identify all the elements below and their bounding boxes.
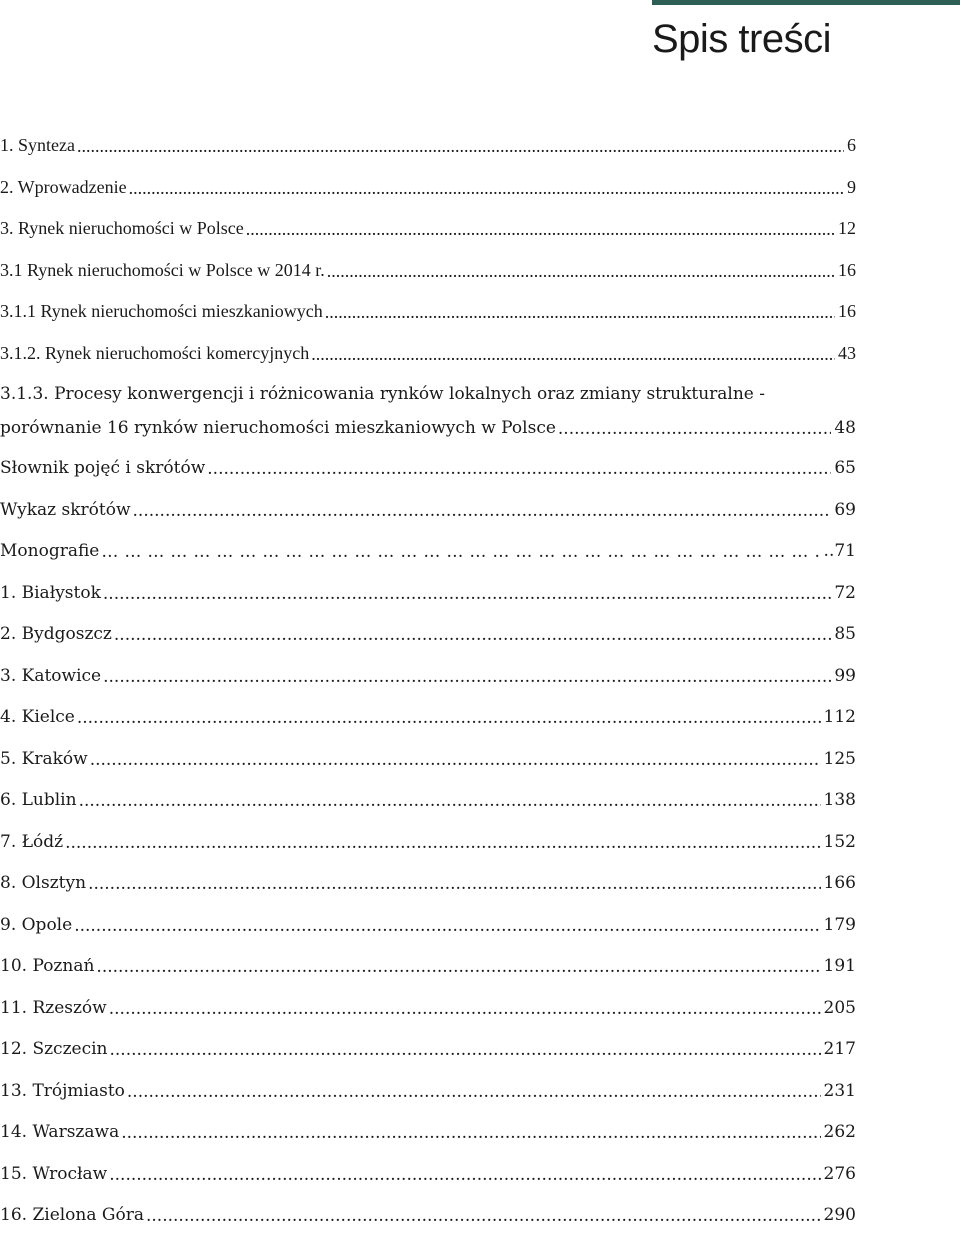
leader-dots — [103, 669, 831, 686]
leader-dots — [65, 835, 820, 852]
leader-dots — [311, 345, 835, 363]
toc-entry-rynek-2014[interactable] — [0, 250, 856, 292]
toc-label: 3.1 Rynek nieruchomości w Polsce w 2014 r. — [0, 259, 325, 280]
toc-page: 43 — [838, 342, 856, 363]
toc-entry-wroclaw[interactable] — [0, 1154, 856, 1196]
toc-page: 276 — [823, 1163, 856, 1184]
toc-page: 138 — [823, 790, 856, 810]
toc-label: 2. Wprowadzenie — [0, 176, 127, 197]
toc-page: 262 — [823, 1122, 856, 1142]
toc-page: 205 — [823, 997, 856, 1018]
leader-dots — [207, 461, 831, 478]
toc-page: 191 — [823, 956, 856, 976]
toc-label: 4. Kielce — [0, 707, 75, 727]
toc-page: 6 — [847, 135, 856, 155]
toc-page: 231 — [823, 1080, 856, 1101]
leader-dots — [146, 1208, 821, 1225]
leader-dots — [327, 262, 835, 280]
toc-entry-konwergencja-line1[interactable] — [0, 378, 856, 410]
toc-label: 5. Kraków — [0, 748, 88, 769]
toc-entry-warszawa[interactable] — [0, 1112, 856, 1154]
toc-entry-komercyjne[interactable] — [0, 333, 856, 375]
toc-entry-rzeszow[interactable] — [0, 988, 856, 1030]
leader-dots — [558, 421, 831, 438]
toc-entry-opole[interactable] — [0, 905, 856, 947]
toc-entry-kielce[interactable] — [0, 697, 856, 739]
toc-entry-poznan[interactable] — [0, 946, 856, 988]
toc-label: 10. Poznań — [0, 956, 95, 976]
toc-label: 8. Olsztyn — [0, 873, 87, 893]
leader-dots — [246, 220, 835, 238]
toc-label: 15. Wrocław — [0, 1163, 108, 1184]
toc-page: 112 — [823, 707, 856, 727]
toc-page: 16 — [838, 259, 856, 280]
toc-page: 99 — [834, 665, 856, 686]
leader-dots — [133, 503, 832, 520]
toc-entry-slownik[interactable] — [0, 448, 856, 490]
leader-dots — [109, 1167, 820, 1184]
toc-entry-trojmiasto[interactable] — [0, 1071, 856, 1113]
toc-label: 11. Rzeszów — [0, 997, 107, 1018]
toc-entry-synteza[interactable] — [0, 125, 856, 167]
toc-entry-katowice[interactable] — [0, 656, 856, 698]
table-of-contents — [0, 125, 856, 1237]
toc-entry-monografie[interactable] — [0, 531, 856, 573]
toc-label: 3.1.1 Rynek nieruchomości mieszkaniowych — [0, 301, 323, 321]
toc-entry-krakow[interactable] — [0, 739, 856, 781]
toc-page: 166 — [823, 873, 856, 893]
toc-label: 3. Katowice — [0, 665, 102, 686]
leader-dots — [103, 586, 831, 603]
toc-page: 12 — [838, 218, 856, 238]
toc-label: 12. Szczecin — [0, 1039, 108, 1059]
leader-dots — [325, 303, 835, 321]
toc-label: 14. Warszawa — [0, 1122, 120, 1142]
toc-label: porównanie 16 rynków nieruchomości mieszkaniowych w Polsce — [0, 418, 556, 438]
toc-label: 1. Synteza — [0, 135, 75, 155]
leader-dots — [127, 1084, 821, 1101]
toc-label: 2. Bydgoszcz — [0, 624, 112, 644]
toc-entry-lodz[interactable] — [0, 822, 856, 864]
toc-page: 48 — [834, 418, 856, 438]
header-rule — [652, 0, 960, 5]
toc-entry-wprowadzenie[interactable] — [0, 167, 856, 209]
toc-page: ..71 — [823, 541, 856, 561]
toc-page: 85 — [834, 624, 856, 644]
toc-entry-szczecin[interactable] — [0, 1029, 856, 1071]
leader-dots — [114, 627, 831, 644]
toc-entry-wykaz[interactable] — [0, 490, 856, 532]
toc-page: 217 — [823, 1039, 856, 1059]
toc-entry-bydgoszcz[interactable] — [0, 614, 856, 656]
leader-dots — [77, 137, 844, 155]
toc-label: 16. Zielona Góra — [0, 1205, 144, 1225]
leader-dots — [77, 710, 821, 727]
leader-dots — [88, 876, 820, 893]
toc-label: Wykaz skrótów — [0, 499, 131, 520]
toc-page: 69 — [834, 499, 856, 520]
toc-entry-konwergencja-line2[interactable] — [0, 410, 856, 446]
leader-dots — [109, 1001, 821, 1018]
toc-label: 3.1.3. Procesy konwergencji i różnicowania rynków lokalnych oraz zmiany strukturalne - — [0, 384, 766, 404]
toc-page: 125 — [823, 748, 856, 769]
leader-dots — [121, 1125, 820, 1142]
leader-dots — [96, 959, 820, 976]
toc-page: 290 — [823, 1205, 856, 1225]
toc-label: 1. Białystok — [0, 582, 101, 603]
toc-entry-zielona-gora[interactable] — [0, 1195, 856, 1237]
toc-label: 7. Łódź — [0, 831, 64, 852]
toc-label: Słownik pojęć i skrótów — [0, 458, 206, 478]
toc-entry-mieszkaniowe[interactable] — [0, 291, 856, 333]
toc-page: 179 — [823, 914, 856, 935]
leader-dots — [79, 793, 821, 810]
leader-dots — [101, 544, 820, 561]
toc-label: 3.1.2. Rynek nieruchomości komercyjnych — [0, 342, 310, 363]
page-title: Spis treści — [652, 17, 831, 61]
toc-entry-rynek-polska[interactable] — [0, 208, 856, 250]
toc-label: 13. Trójmiasto — [0, 1080, 125, 1101]
toc-page: 72 — [834, 582, 856, 603]
toc-entry-lublin[interactable] — [0, 780, 856, 822]
toc-label: 9. Opole — [0, 914, 73, 935]
toc-label: 3. Rynek nieruchomości w Polsce — [0, 218, 244, 238]
leader-dots — [110, 1042, 821, 1059]
leader-dots — [74, 918, 820, 935]
toc-page: 65 — [834, 458, 856, 478]
toc-page: 152 — [823, 831, 856, 852]
toc-entry-olsztyn[interactable] — [0, 863, 856, 905]
leader-dots — [90, 752, 821, 769]
toc-page: 16 — [838, 301, 856, 321]
toc-entry-bialystok[interactable] — [0, 573, 856, 615]
toc-page: 9 — [847, 176, 856, 197]
toc-label: Monografie — [0, 541, 100, 561]
toc-label: 6. Lublin — [0, 790, 77, 810]
leader-dots — [129, 179, 844, 197]
